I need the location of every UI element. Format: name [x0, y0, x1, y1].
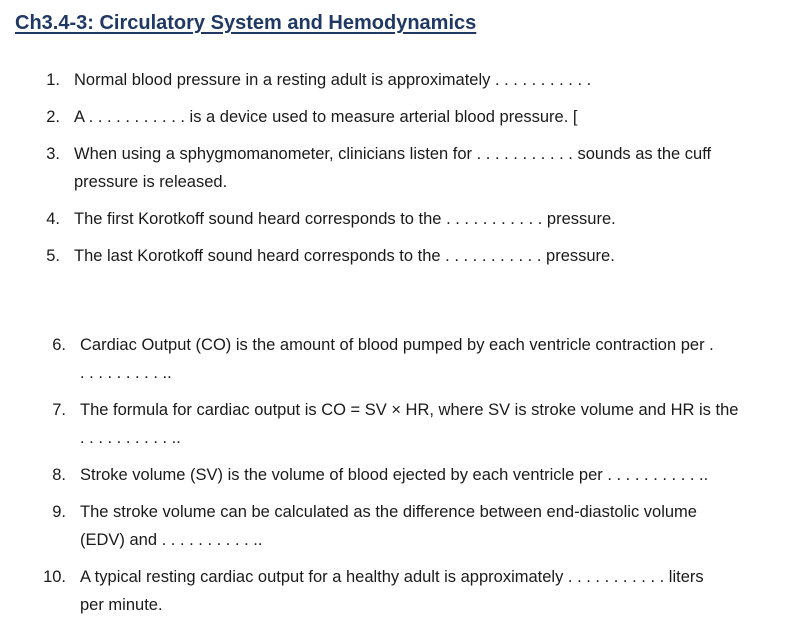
question-number: 8. — [52, 466, 66, 484]
question-number: 10. — [43, 568, 66, 586]
question-number: 2. — [46, 108, 60, 126]
question-text: The last Korotkoff sound heard corresponds to the . . . . . . . . . . . pressure. — [74, 247, 615, 265]
question-text: The first Korotkoff sound heard corresponds to the . . . . . . . . . . . pressure. — [74, 210, 616, 228]
question-number: 1. — [46, 71, 60, 89]
question-text: Normal blood pressure in a resting adult is approximately . . . . . . . . . . . — [74, 71, 592, 89]
question-text-continued: . . . . . . . . . . .. — [80, 429, 181, 447]
question-text: When using a sphygmomanometer, clinicians listen for . . . . . . . . . . . sounds as the cuff — [74, 145, 712, 163]
question-text: The stroke volume can be calculated as the difference between end-diastolic volume — [80, 503, 697, 521]
question-text-continued: (EDV) and . . . . . . . . . . .. — [80, 531, 263, 549]
question-text: A . . . . . . . . . . . is a device used to measure arterial blood pressure. [ — [74, 108, 578, 126]
question-text: A typical resting cardiac output for a healthy adult is approximately . . . . . . . . . . . liters — [80, 568, 704, 586]
question-number: 4. — [46, 210, 60, 228]
question-number: 7. — [52, 401, 66, 419]
question-number: 9. — [52, 503, 66, 521]
page-title: Ch3.4-3: Circulatory System and Hemodynamics — [15, 12, 477, 34]
question-text-continued: per minute. — [80, 596, 163, 614]
question-text: Stroke volume (SV) is the volume of blood ejected by each ventricle per . . . . . . . . . . .. — [80, 466, 709, 484]
question-text-continued: . . . . . . . . . .. — [80, 364, 172, 382]
question-number: 5. — [46, 247, 60, 265]
question-text: Cardiac Output (CO) is the amount of blood pumped by each ventricle contraction per . — [80, 336, 714, 354]
question-number: 6. — [52, 336, 66, 354]
question-text: The formula for cardiac output is CO = SV × HR, where SV is stroke volume and HR is the — [80, 401, 739, 419]
question-text-continued: pressure is released. — [74, 173, 228, 191]
question-number: 3. — [46, 145, 60, 163]
